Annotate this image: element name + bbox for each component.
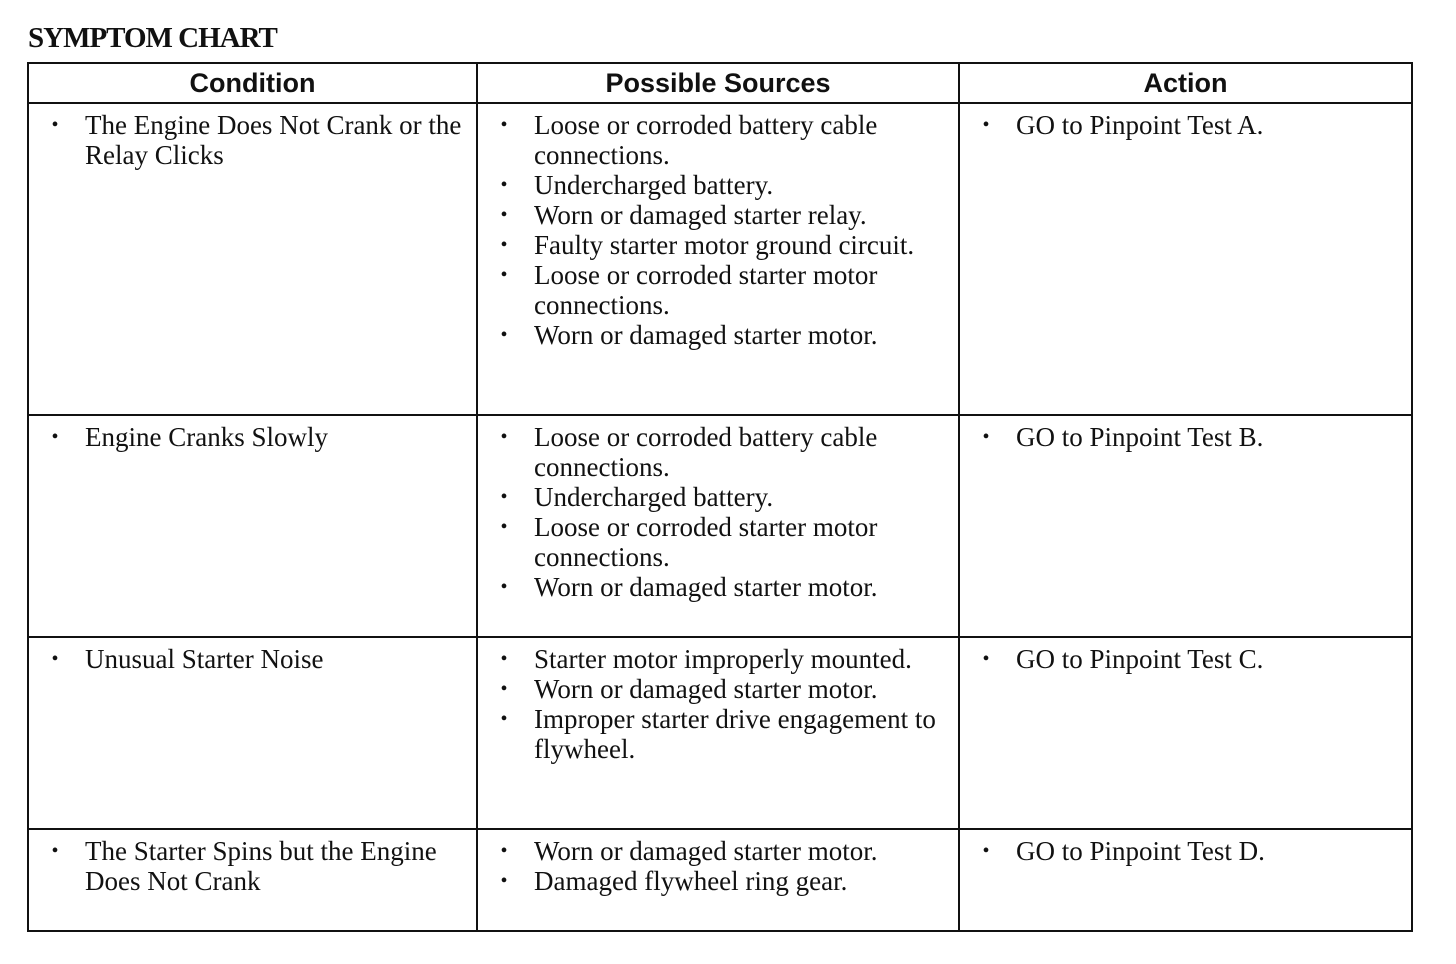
bullet-icon: •: [500, 114, 508, 136]
bullet-icon: •: [982, 426, 990, 448]
bullet-icon: •: [500, 324, 508, 346]
condition-cell: [28, 637, 477, 829]
source-text: Worn or damaged starter motor.: [534, 836, 878, 866]
list-item: [966, 644, 1405, 674]
condition-cell: [28, 415, 477, 637]
action-text: GO to Pinpoint Test D.: [1016, 836, 1265, 866]
source-text: Loose or corroded starter motor connections.: [534, 260, 878, 320]
bullet-icon: •: [500, 234, 508, 256]
list-item: [484, 512, 952, 572]
list-item: [484, 836, 952, 866]
sources-cell: [477, 829, 959, 931]
bullet-icon: •: [500, 840, 508, 862]
list-item: [484, 230, 952, 260]
column-header-action: Action: [959, 63, 1412, 103]
bullet-icon: •: [500, 486, 508, 508]
column-header-sources: Possible Sources: [477, 63, 959, 103]
sources-cell: [477, 415, 959, 637]
table-row: [28, 829, 1412, 931]
action-text: GO to Pinpoint Test B.: [1016, 422, 1264, 452]
list-item: [484, 422, 952, 482]
source-text: Worn or damaged starter relay.: [534, 200, 867, 230]
sources-cell: [477, 637, 959, 829]
table-row: [28, 103, 1412, 415]
source-text: Undercharged battery.: [534, 482, 774, 512]
action-text: GO to Pinpoint Test C.: [1016, 644, 1264, 674]
action-cell: [959, 829, 1412, 931]
action-cell: [959, 103, 1412, 415]
condition-cell: [28, 103, 477, 415]
source-text: Improper starter drive engagement to flywheel.: [534, 704, 936, 764]
list-item: [484, 170, 952, 200]
condition-text: The Starter Spins but the Engine Does Not Crank: [85, 836, 437, 896]
source-text: Faulty starter motor ground circuit.: [534, 230, 915, 260]
list-item: [484, 866, 952, 896]
source-text: Starter motor improperly mounted.: [534, 644, 912, 674]
source-text: Loose or corroded battery cable connections.: [534, 422, 878, 482]
list-item: [35, 422, 470, 452]
column-header-condition: Condition: [28, 63, 477, 103]
action-cell: [959, 415, 1412, 637]
list-item: [484, 644, 952, 674]
bullet-icon: •: [500, 174, 508, 196]
list-item: [484, 110, 952, 170]
bullet-icon: •: [500, 870, 508, 892]
bullet-icon: •: [51, 114, 59, 136]
condition-text: Unusual Starter Noise: [85, 644, 324, 674]
bullet-icon: •: [500, 264, 508, 286]
source-text: Damaged flywheel ring gear.: [534, 866, 848, 896]
bullet-icon: •: [982, 114, 990, 136]
action-text: GO to Pinpoint Test A.: [1016, 110, 1264, 140]
source-text: Worn or damaged starter motor.: [534, 674, 878, 704]
condition-text: Engine Cranks Slowly: [85, 422, 328, 452]
bullet-icon: •: [500, 426, 508, 448]
source-text: Loose or corroded battery cable connections.: [534, 110, 878, 170]
list-item: [484, 200, 952, 230]
list-item: [966, 110, 1405, 140]
bullet-icon: •: [500, 516, 508, 538]
list-item: [35, 110, 470, 170]
list-item: [484, 704, 952, 764]
action-cell: [959, 637, 1412, 829]
bullet-icon: •: [51, 426, 59, 448]
source-text: Loose or corroded starter motor connections.: [534, 512, 878, 572]
table-row: [28, 415, 1412, 637]
list-item: [484, 674, 952, 704]
list-item: [966, 836, 1405, 866]
list-item: [484, 482, 952, 512]
page-title: SYMPTOM CHART: [28, 22, 277, 54]
list-item: [484, 572, 952, 602]
list-item: [484, 260, 952, 320]
bullet-icon: •: [500, 708, 508, 730]
list-item: [35, 836, 470, 896]
bullet-icon: •: [51, 840, 59, 862]
bullet-icon: •: [500, 576, 508, 598]
symptom-table: [27, 62, 1413, 932]
bullet-icon: •: [500, 678, 508, 700]
bullet-icon: •: [982, 648, 990, 670]
source-text: Worn or damaged starter motor.: [534, 572, 878, 602]
condition-cell: [28, 829, 477, 931]
list-item: [35, 644, 470, 674]
bullet-icon: •: [51, 648, 59, 670]
bullet-icon: •: [982, 840, 990, 862]
source-text: Worn or damaged starter motor.: [534, 320, 878, 350]
condition-text: The Engine Does Not Crank or the Relay Clicks: [85, 110, 462, 170]
source-text: Undercharged battery.: [534, 170, 774, 200]
list-item: [966, 422, 1405, 452]
bullet-icon: •: [500, 648, 508, 670]
bullet-icon: •: [500, 204, 508, 226]
sources-cell: [477, 103, 959, 415]
list-item: [484, 320, 952, 350]
table-header-row: [28, 63, 1412, 103]
table-row: [28, 637, 1412, 829]
